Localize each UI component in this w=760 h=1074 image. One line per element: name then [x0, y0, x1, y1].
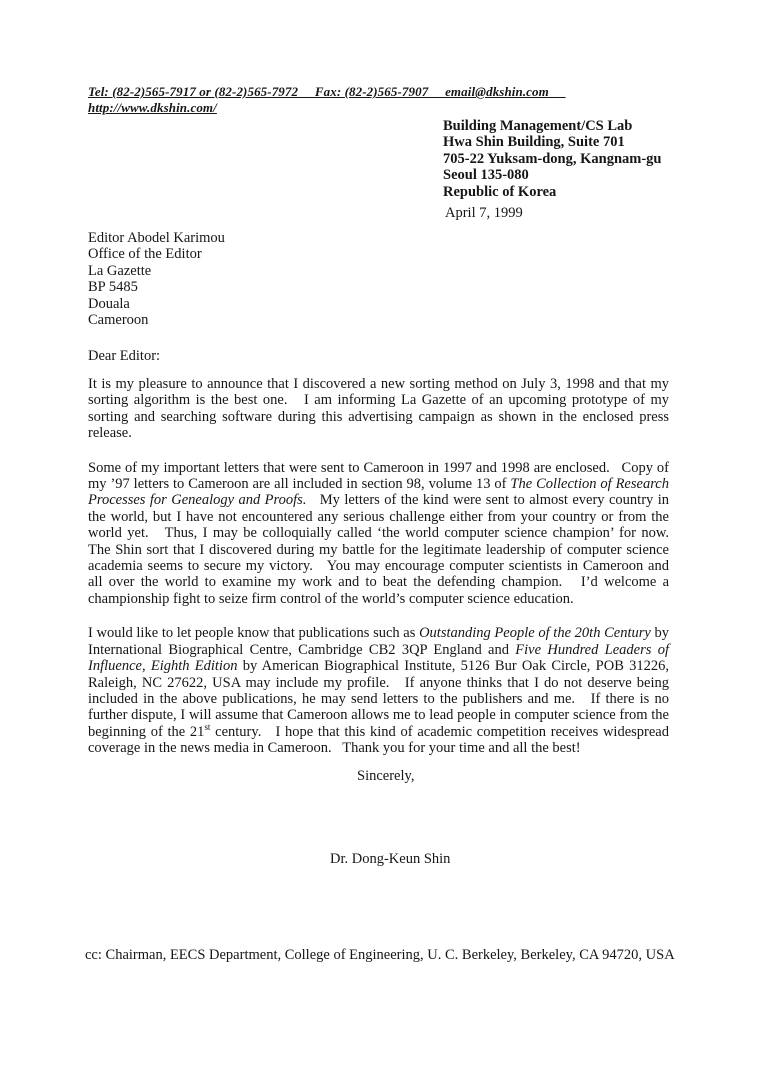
contact-header-line: Tel: (82-2)565-7917 or (82-2)565-7972 Fax: (82-2)565-7907 email@dkshin.com http://www.dkshin.com/: [88, 84, 566, 116]
paragraph: It is my pleasure to announce that I discovered a new sorting method on July 3, 1998 and that my sorting algorithm is the best one. I am informing La Gazette of an upcoming prototype of my sorting and searching software during this advertising campaign as shown in the enclosed press release.: [88, 376, 673, 442]
letter-body: [88, 376, 680, 757]
recipient-line: BP 5485: [88, 279, 138, 296]
sender-address-line: Hwa Shin Building, Suite 701: [443, 134, 625, 151]
recipient-address-block: [88, 230, 225, 328]
recipient-line: Cameroon: [88, 312, 149, 329]
paragraph: I would like to let people know that publications such as Outstanding People of the 20th Century by International Biographical Centre, Cambridge CB2 3QP England and Five Hundred Leaders of Influence, Eighth Edition by American Biographical Institute, 5126 Bur Oak Circle, POB 31226, Raleigh, NC 27622, USA may include my profile. If anyone thinks that I do not deserve being included in the above publications, he may send letters to the publishers and me. If there is no further dispute, I will assume that Cameroon allows me to lead people in computer science from the beginning of the 21st century. I hope that this kind of academic competition receives widespread coverage in the news media in Cameroon. Thank you for your time and all the best!: [88, 625, 673, 757]
sender-address-line: Seoul 135-080: [443, 167, 529, 184]
sender-address-line: Building Management/CS Lab: [443, 118, 633, 134]
recipient-line: Office of the Editor: [88, 246, 202, 263]
recipient-line: Editor Abodel Karimou: [88, 230, 225, 246]
sender-address-line: 705-22 Yuksam-dong, Kangnam-gu: [443, 150, 662, 167]
date-line: April 7, 1999: [445, 205, 523, 221]
sender-address-block: [443, 118, 662, 200]
salutation: Dear Editor:: [88, 348, 161, 364]
cc-line: cc: Chairman, EECS Department, College of Engineering, U. C. Berkeley, Berkeley, CA 94720, USA: [85, 947, 675, 963]
recipient-line: Douala: [88, 295, 130, 312]
sender-address-line: Republic of Korea: [443, 183, 557, 200]
signature-name: Dr. Dong-Keun Shin: [330, 851, 451, 867]
recipient-line: La Gazette: [88, 262, 152, 279]
paragraph: Some of my important letters that were sent to Cameroon in 1997 and 1998 are enclosed. Copy of my ’97 letters to Cameroon are all included in section 98, volume 13 of The Collection of Research Processes for Genealogy and Proofs. My letters of the kind were sent to almost every country in the world, but I have not encountered any serious challenge either from your country or from the world yet. Thus, I may be colloquially called ‘the world computer science champion’ for now. The Shin sort that I discovered during my battle for the legitimate leadership of computer science academia seems to secure my victory. You may encourage computer scientists in Cameroon and all over the world to examine my work and to beat the defending champion. I’d welcome a championship fight to seize firm control of the world’s computer science education.: [88, 459, 680, 607]
closing: Sincerely,: [357, 768, 415, 784]
